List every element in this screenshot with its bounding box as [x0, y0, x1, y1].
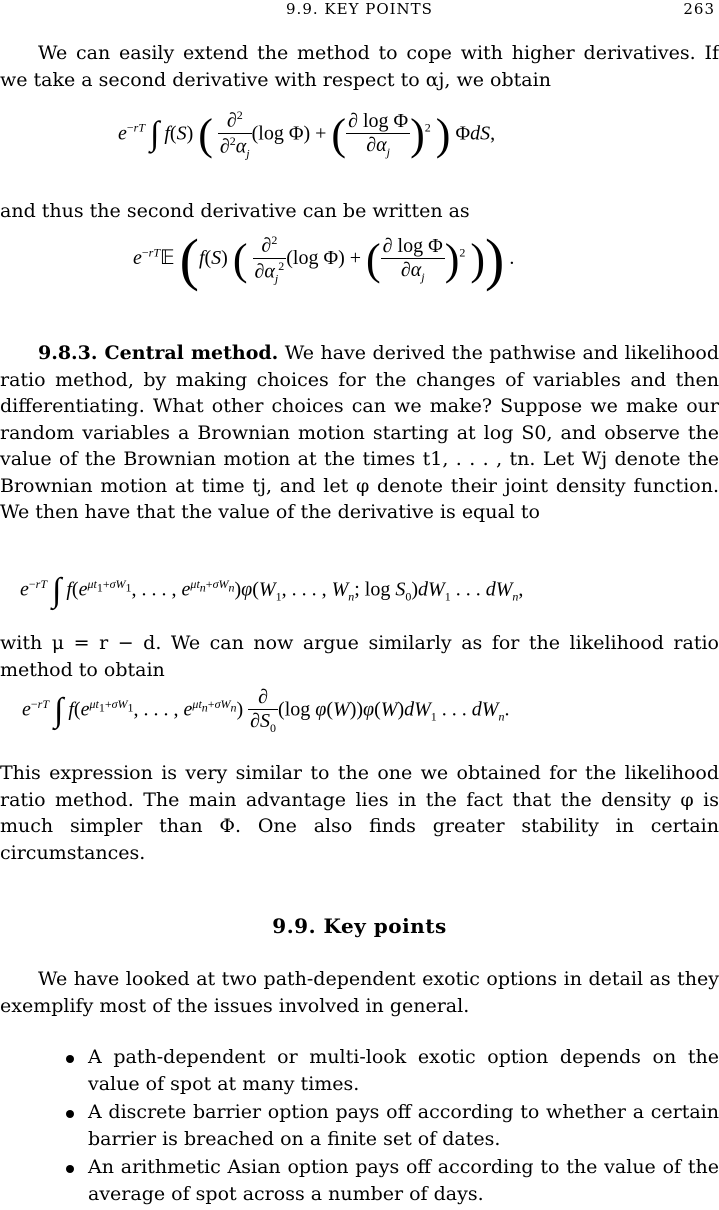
bullet-icon	[66, 1055, 74, 1063]
list-item	[0, 1099, 719, 1152]
equation-2: $e^{-rT}𝔼$ (f(S) ( $\frac{\partial^2}{\partial\alpha_j^2}$ (log Φ) + ( $\frac{\text{∂ log Φ}}{\partial\alpha_j}$ )$^2$ )) .	[133, 227, 515, 292]
subsection-heading-central-method: 9.8.3. Central method.	[38, 342, 279, 364]
bullet-icon	[66, 1110, 74, 1118]
paragraph-advantage: This expression is very similar to the one we obtained for the likelihood ratio method. The main advantage lies in the fact that the density φ is much simpler than Φ. One also finds greater stability in certain circumstances.	[0, 762, 719, 864]
equation-1: $e^{-rT}$ ∫ f(S) ( $\frac{\partial^2}{\partial^2\alpha_j}$ (log Φ) + ( $\frac{\text{∂ log Φ}}{\partial\alpha_j}$ )$^2$ ) ΦdS,	[118, 108, 496, 161]
running-title: 9.9. KEY POINTS	[286, 0, 433, 18]
list-item	[0, 1154, 719, 1207]
paragraph-key-points-intro: We have looked at two path-dependent exotic options in detail as they exemplify most of the issues involved in general.	[0, 968, 719, 1017]
paragraph-second-derivative: and thus the second derivative can be written as	[0, 200, 470, 222]
running-head	[0, 0, 719, 20]
page-number: 263	[683, 0, 715, 18]
section-heading-key-points: 9.9. Key points	[272, 914, 447, 938]
central-method-text: We have derived the pathwise and likelihood ratio method, by making choices for the changes of variables and then differentiating. What other choices can we make? Suppose we make our random variables a Brownian motion starting at log S0, and observe the value of the Brownian motion at the times t1, . . . , tn. Let Wj denote the Brownian motion at time tj, and let φ denote their joint density function. We then have that the value of the derivative is equal to	[0, 342, 719, 523]
paragraph-higher-derivatives: We can easily extend the method to cope with higher derivatives. If we take a second derivative with respect to αj, we obtain	[0, 42, 719, 91]
equation-3: $e^{-rT}$ ∫ $f(e^{\mu t_1+\sigma W_1}$, . . . , $e^{\mu t_n+\sigma W_n})\varphi(W_1$, . . . , $W_n$; $\log S_0)dW_1$ . . . $dW_n$,	[20, 572, 524, 609]
paragraph-central-method	[0, 340, 719, 526]
key-points-list	[0, 1044, 719, 1209]
bullet-text: A discrete barrier option pays off according to whether a certain barrier is breached on a finite set of dates.	[88, 1101, 719, 1150]
paragraph-likelihood-argument: with μ = r − d. We can now argue similarly as for the likelihood ratio method to obtain	[0, 632, 719, 681]
bullet-text: A path-dependent or multi-look exotic option depends on the value of spot at many times.	[88, 1046, 719, 1095]
bullet-text: An arithmetic Asian option pays off according to the value of the average of spot across a number of days.	[88, 1156, 719, 1205]
equation-4: $e^{-rT}$ ∫ $f(e^{\mu t_1+\sigma W_1}$, . . . , $e^{\mu t_n+\sigma W_n}$) $\frac{\partial}{\partial S_0}$ (log $\varphi(W))\varphi(W)dW_1$ . . . $dW_n$.	[22, 686, 510, 735]
bullet-icon	[66, 1165, 74, 1173]
list-item	[0, 1044, 719, 1097]
